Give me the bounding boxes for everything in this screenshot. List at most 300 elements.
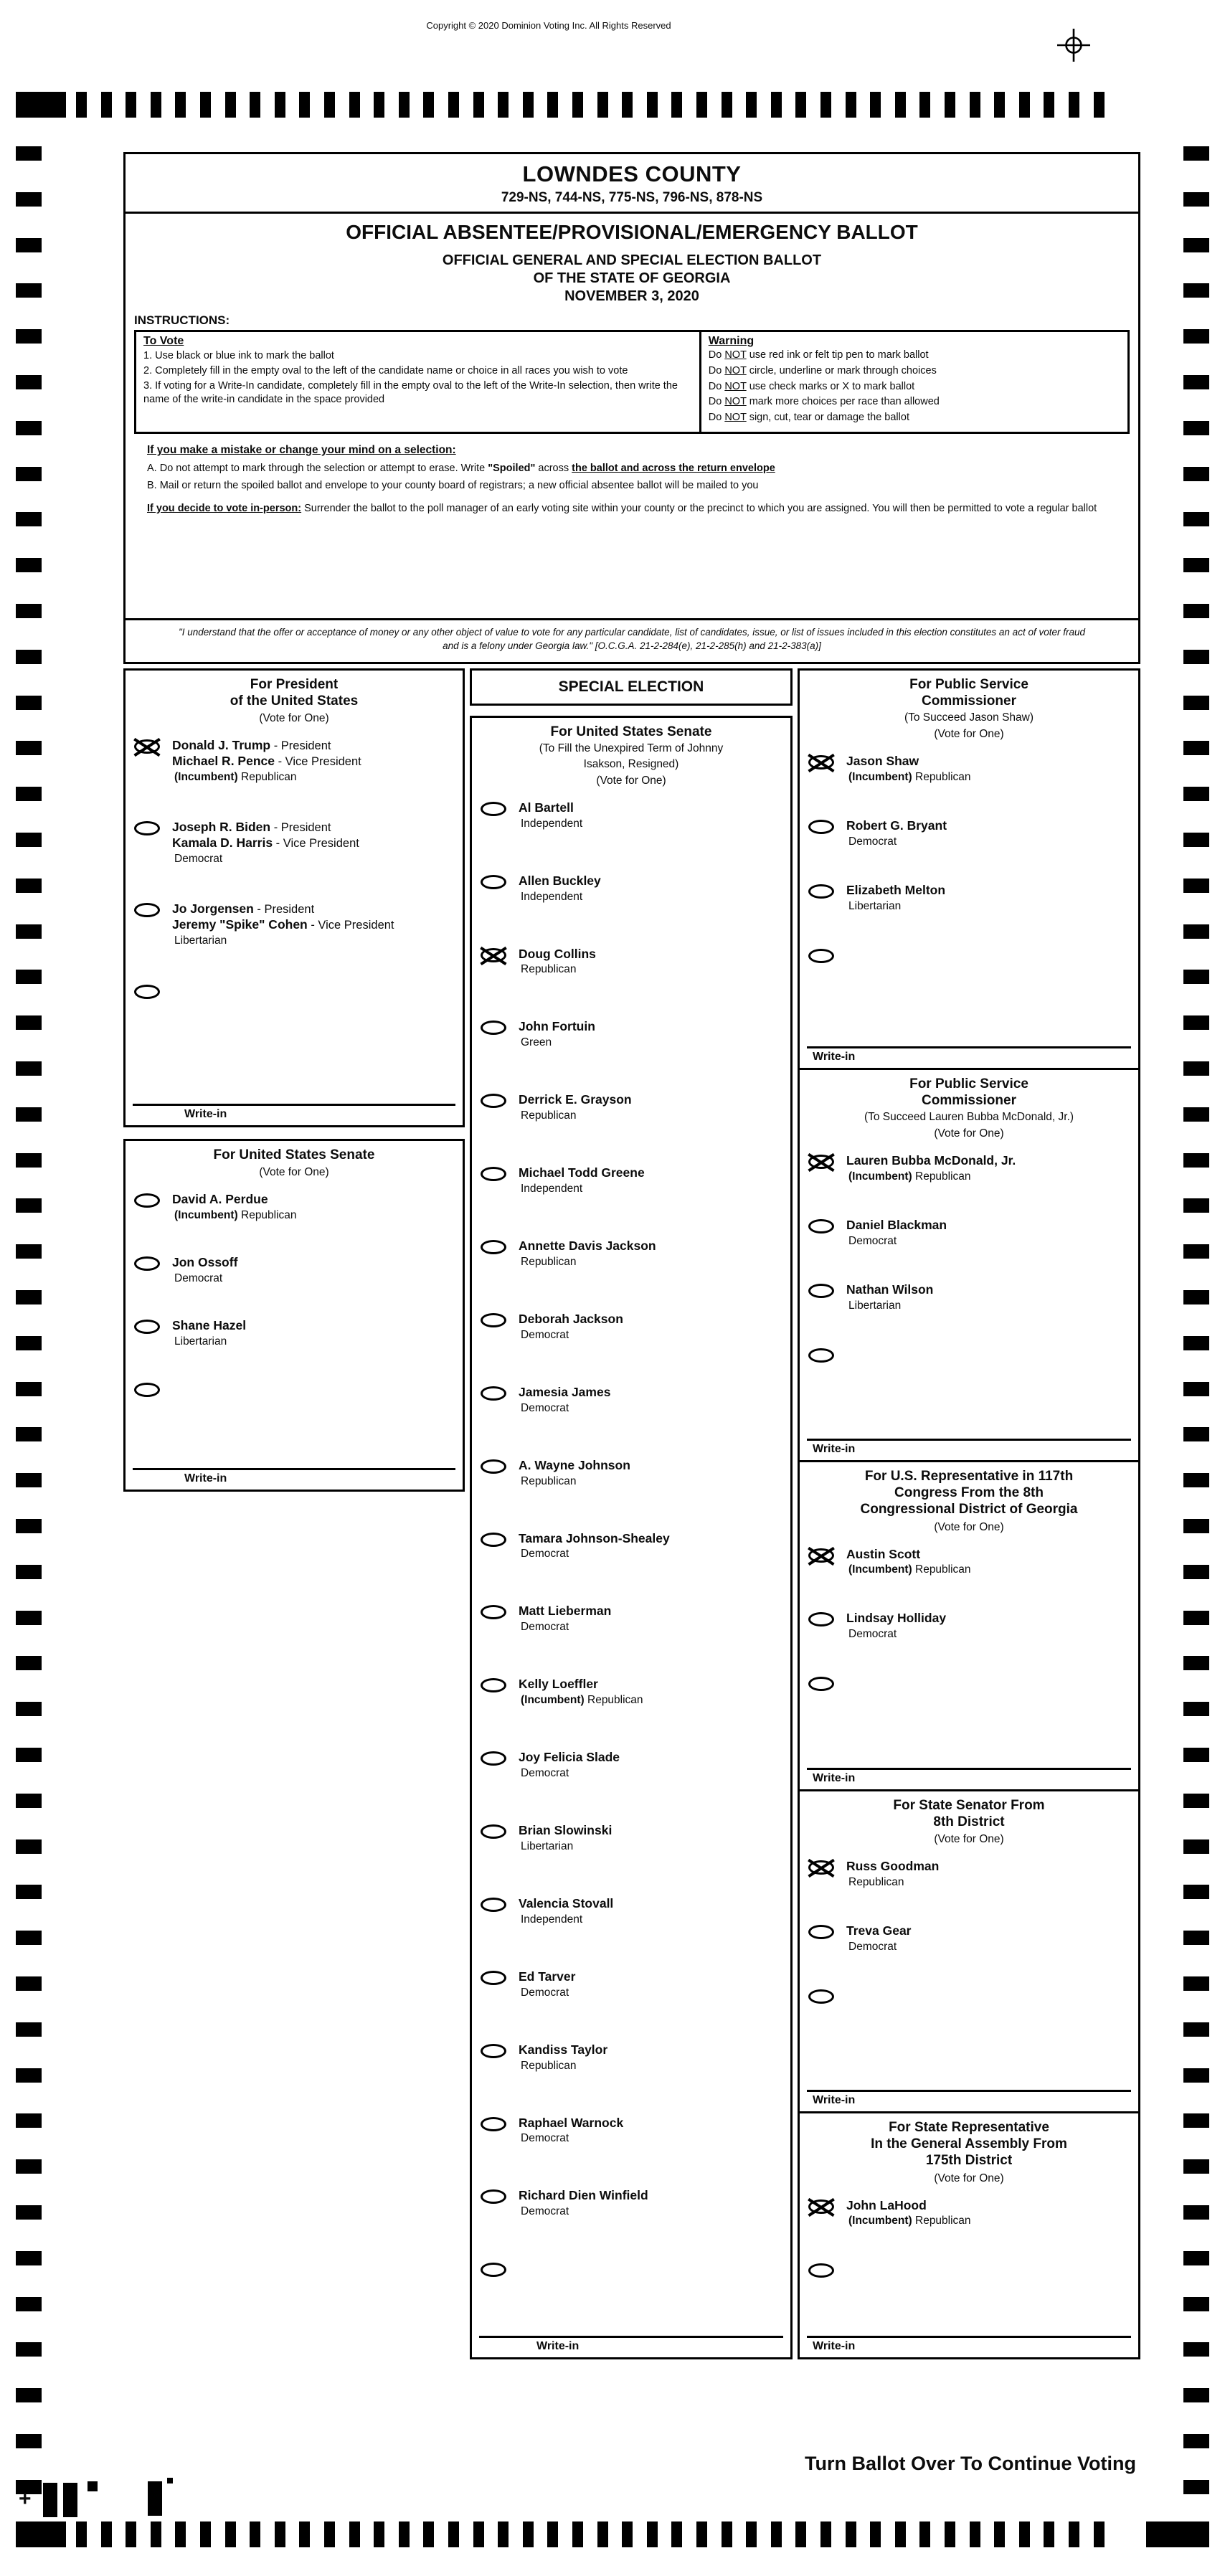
- vote-oval[interactable]: [481, 1167, 506, 1181]
- vote-oval-marked[interactable]: [134, 739, 160, 754]
- candidate-party: Democrat: [521, 2205, 569, 2218]
- contest-state-senator-8th: [798, 1789, 1140, 2113]
- vote-oval[interactable]: [481, 1459, 506, 1474]
- timing-mark: [622, 2521, 633, 2547]
- vote-oval[interactable]: [134, 1320, 160, 1334]
- timing-mark: [151, 2521, 161, 2547]
- write-in-oval[interactable]: [808, 949, 834, 963]
- candidate-list: [126, 728, 463, 998]
- timing-mark: [16, 1839, 42, 1854]
- candidate-name: Joy Felicia Slade: [519, 1750, 620, 1765]
- timing-mark: [622, 92, 633, 118]
- candidate-info: [519, 1312, 623, 1342]
- write-in-label: Write-in: [813, 2340, 856, 2352]
- timing-mark: [1183, 1839, 1209, 1854]
- timing-mark: [126, 92, 136, 118]
- candidate-party: Democrat: [848, 835, 897, 848]
- to-vote-item: 1. Use black or blue ink to mark the ballot: [143, 350, 334, 361]
- timing-mark: [250, 92, 260, 118]
- vote-oval-marked[interactable]: [481, 948, 506, 962]
- vote-oval[interactable]: [481, 1386, 506, 1401]
- timing-mark: [846, 92, 856, 118]
- vote-oval[interactable]: [808, 1284, 834, 1298]
- candidate-name: Donald J. Trump - President: [172, 738, 331, 753]
- candidate-party: Libertarian: [521, 1839, 574, 1852]
- contest-title: For Public Service: [909, 677, 1028, 692]
- candidate-info: [519, 1019, 595, 1049]
- contest-header: [800, 1070, 1138, 1143]
- vote-oval[interactable]: [134, 903, 160, 917]
- timing-mark: [324, 2521, 335, 2547]
- contest-title: In the General Assembly From: [871, 2136, 1067, 2152]
- timing-mark: [101, 2521, 112, 2547]
- write-in-oval-row: [808, 1988, 1132, 2004]
- candidate-row: [134, 820, 457, 866]
- vote-oval[interactable]: [134, 1193, 160, 1208]
- write-in-section: [800, 1768, 1138, 1789]
- candidate-list: [800, 1849, 1138, 2004]
- candidate-info: [846, 1282, 933, 1312]
- write-in-section: [800, 1046, 1138, 1068]
- precinct-codes: 729-NS, 744-NS, 775-NS, 796-NS, 878-NS: [501, 190, 763, 205]
- candidate-row: [134, 1192, 457, 1222]
- timing-mark: [448, 92, 459, 118]
- write-in-oval[interactable]: [808, 1677, 834, 1691]
- vote-oval[interactable]: [134, 821, 160, 835]
- timing-mark: [16, 1976, 42, 1991]
- timing-mark: [795, 2521, 806, 2547]
- write-in-section: [472, 2336, 790, 2357]
- vote-oval[interactable]: [481, 1094, 506, 1108]
- timing-mark: [1183, 238, 1209, 252]
- timing-mark: [895, 2521, 906, 2547]
- timing-mark: [16, 1702, 42, 1716]
- timing-mark: [16, 2022, 42, 2037]
- candidate-row: [481, 1896, 785, 1926]
- timing-mark: [597, 2521, 608, 2547]
- candidate-name: Kandiss Taylor: [519, 2042, 608, 2057]
- timing-mark: [349, 2521, 360, 2547]
- timing-mark: [448, 2521, 459, 2547]
- timing-mark: [16, 329, 42, 344]
- to-vote-item: 3. If voting for a Write-In candidate, completely fill in the empty oval to the left of the Write-In selection, then write the name of the write-in candidate in the space provided: [143, 380, 678, 406]
- timing-mark: [16, 833, 42, 847]
- timing-mark: [696, 2521, 707, 2547]
- write-in-line[interactable]: [479, 2336, 783, 2338]
- timing-mark: [16, 375, 42, 389]
- election-title-line1: OFFICIAL GENERAL AND SPECIAL ELECTION BALLOT: [442, 252, 822, 268]
- candidate-row: [481, 1458, 785, 1488]
- vote-oval-marked[interactable]: [808, 1860, 834, 1875]
- timing-mark: [945, 92, 955, 118]
- candidate-party: (Incumbent) Republican: [848, 2215, 971, 2227]
- contest-title: For United States Senate: [213, 1147, 375, 1162]
- timing-mark: [1183, 1290, 1209, 1304]
- write-in-section: [126, 1468, 463, 1490]
- candidate-name: Kamala D. Harris - Vice President: [172, 835, 359, 850]
- candidate-name: Annette Davis Jackson: [519, 1239, 656, 1254]
- contest-title: For U.S. Representative in 117th: [864, 1469, 1074, 1484]
- fraud-disclaimer: "I understand that the offer or acceptance of money or any other object of value to vote for any particular candidate, list of candidates, issue, or list of issues included in this election constitutes an act of voter fraud and is a felony under Georgia law." [O.C.G.A. 21-2-284(e), 21-2-285(h) and 21-2-383(a)]: [126, 618, 1138, 662]
- contest-state-rep-175th: [798, 2111, 1140, 2359]
- candidate-info: [172, 1318, 246, 1348]
- timing-mark: [1183, 2342, 1209, 2357]
- candidate-party: Democrat: [521, 1548, 569, 1561]
- candidate-name: Valencia Stovall: [519, 1895, 614, 1910]
- vote-oval[interactable]: [481, 1971, 506, 1985]
- timing-mark: [1183, 146, 1209, 161]
- vote-oval[interactable]: [481, 802, 506, 816]
- candidate-info: [519, 1823, 612, 1853]
- candidate-name: Brian Slowinski: [519, 1823, 612, 1838]
- timing-mark: [671, 2521, 682, 2547]
- timing-mark: [547, 2521, 558, 2547]
- contest-subtitle: Isakson, Resigned): [583, 758, 679, 770]
- vote-oval[interactable]: [481, 1824, 506, 1839]
- timing-mark: [523, 92, 534, 118]
- write-in-line[interactable]: [807, 1046, 1131, 1048]
- timing-mark: [16, 924, 42, 939]
- timing-mark: [16, 650, 42, 664]
- candidate-row: [481, 1092, 785, 1122]
- timing-mark: [1183, 421, 1209, 435]
- candidate-info: [172, 738, 361, 784]
- plus-fiducial: +: [19, 2487, 32, 2511]
- candidate-party: (Incumbent) Republican: [848, 1563, 971, 1576]
- candidate-info: [846, 1153, 1016, 1183]
- candidate-party: Democrat: [521, 1401, 569, 1414]
- contest-title: For President: [250, 677, 339, 692]
- candidate-name: Doug Collins: [519, 946, 596, 961]
- write-in-oval-row: [808, 1675, 1132, 1691]
- vote-oval-marked[interactable]: [808, 755, 834, 770]
- timing-mark: [16, 2159, 42, 2174]
- vote-oval[interactable]: [808, 820, 834, 834]
- warning-item: Do NOT use check marks or X to mark ballot: [708, 380, 915, 392]
- candidate-info: [519, 2188, 648, 2218]
- timing-mark: [1183, 2113, 1209, 2128]
- timing-mark: [771, 2521, 782, 2547]
- vote-oval[interactable]: [481, 1898, 506, 1912]
- candidate-row: [134, 1318, 457, 1348]
- vote-oval[interactable]: [481, 2044, 506, 2058]
- candidate-name: Russ Goodman: [846, 1859, 940, 1874]
- timing-mark: [63, 2483, 77, 2517]
- candidate-row: [481, 947, 785, 977]
- write-in-label: Write-in: [813, 1443, 856, 1455]
- ballot-header-box: [123, 152, 1140, 664]
- write-in-oval-row: [481, 2261, 785, 2277]
- write-in-section: [800, 2090, 1138, 2111]
- timing-mark: [16, 1153, 42, 1168]
- vote-for-instruction: (Vote for One): [259, 1166, 329, 1179]
- candidate-party: Republican: [521, 963, 577, 976]
- vote-for-instruction: (Vote for One): [934, 1127, 1004, 1140]
- timing-mark: [16, 283, 42, 298]
- candidate-name: David A. Perdue: [172, 1192, 268, 1207]
- vote-oval-marked[interactable]: [808, 2199, 834, 2214]
- candidate-info: [519, 1604, 611, 1634]
- candidate-name: A. Wayne Johnson: [519, 1457, 630, 1472]
- candidate-name: Derrick E. Grayson: [519, 1092, 632, 1107]
- write-in-line[interactable]: [807, 2090, 1131, 2092]
- write-in-oval[interactable]: [808, 1348, 834, 1363]
- write-in-oval-row: [134, 983, 457, 999]
- vote-oval[interactable]: [481, 2117, 506, 2131]
- timing-mark: [16, 146, 42, 161]
- write-in-line[interactable]: [807, 2336, 1131, 2338]
- timing-mark: [16, 879, 42, 893]
- write-in-line[interactable]: [133, 1104, 455, 1106]
- vote-oval-marked[interactable]: [808, 1155, 834, 1169]
- candidate-name: John LaHood: [846, 2197, 927, 2212]
- contest-header: [126, 671, 463, 728]
- timing-mark: [349, 92, 360, 118]
- candidate-row: [134, 901, 457, 947]
- candidate-name: Lauren Bubba McDonald, Jr.: [846, 1153, 1016, 1168]
- timing-mark: [1183, 2480, 1209, 2494]
- timing-mark: [870, 92, 881, 118]
- timing-mark: [16, 1611, 42, 1625]
- timing-mark: [16, 512, 42, 526]
- timing-mark: [88, 2481, 98, 2491]
- timing-mark: [374, 92, 384, 118]
- timing-mark: [1183, 2022, 1209, 2037]
- contest-title: 8th District: [933, 1814, 1005, 1830]
- vote-oval[interactable]: [481, 1605, 506, 1619]
- timing-mark: [1183, 696, 1209, 710]
- vote-oval[interactable]: [481, 1313, 506, 1327]
- mistake-line-a: A. Do not attempt to mark through the selection or attempt to erase. Write "Spoiled" across the ballot and across the return envelope: [147, 462, 775, 474]
- timing-mark: [746, 92, 757, 118]
- contest-area: [123, 668, 1140, 2359]
- vote-oval[interactable]: [481, 1678, 506, 1692]
- write-in-line[interactable]: [133, 1468, 455, 1470]
- timing-mark: [1183, 2205, 1209, 2220]
- vote-oval[interactable]: [808, 884, 834, 899]
- candidate-row: [808, 883, 1132, 913]
- vote-oval[interactable]: [481, 1021, 506, 1035]
- candidate-name: Matt Lieberman: [519, 1604, 612, 1619]
- timing-mark: [16, 1198, 42, 1213]
- timing-mark: [16, 1885, 42, 1899]
- timing-mark: [16, 2521, 66, 2547]
- mistake-instructions: [138, 444, 1125, 514]
- timing-mark: [16, 1473, 42, 1487]
- candidate-info: [846, 1923, 911, 1954]
- candidate-row: [481, 1165, 785, 1195]
- contest-title: Congressional District of Georgia: [860, 1502, 1078, 1517]
- timing-mark: [1183, 970, 1209, 984]
- candidate-info: [519, 2042, 607, 2073]
- timing-mark: [1069, 92, 1079, 118]
- candidate-row: [808, 818, 1132, 848]
- write-in-oval[interactable]: [134, 985, 160, 999]
- timing-mark: [175, 92, 186, 118]
- candidate-party: Democrat: [848, 1234, 897, 1247]
- candidate-row: [808, 1859, 1132, 1889]
- timing-mark: [1183, 1611, 1209, 1625]
- timing-mark: [16, 421, 42, 435]
- candidate-party: Democrat: [174, 852, 223, 865]
- contest-psc-shaw: [798, 668, 1140, 1070]
- timing-mark: [523, 2521, 534, 2547]
- candidate-party: Democrat: [521, 1621, 569, 1634]
- candidate-name: Tamara Johnson-Shealey: [519, 1530, 670, 1545]
- timing-mark: [1044, 92, 1054, 118]
- write-in-oval[interactable]: [808, 1989, 834, 2004]
- candidate-list: [800, 1143, 1138, 1363]
- contest-header: [126, 1141, 463, 1182]
- timing-mark: [76, 92, 87, 118]
- candidate-name: Jason Shaw: [846, 754, 919, 769]
- write-in-line[interactable]: [807, 1439, 1131, 1441]
- mistake-heading: If you make a mistake or change your mind on a selection:: [147, 443, 456, 456]
- candidate-row: [481, 1312, 785, 1342]
- candidate-party: (Incumbent) Republican: [848, 1170, 971, 1183]
- candidate-party: Republican: [521, 1109, 577, 1122]
- contest-us-rep-8th: [798, 1460, 1140, 1791]
- timing-mark: [16, 1748, 42, 1762]
- vote-for-instruction: (Vote for One): [259, 712, 329, 725]
- vote-oval[interactable]: [481, 1751, 506, 1766]
- write-in-oval[interactable]: [808, 2263, 834, 2278]
- timing-mark: [200, 92, 211, 118]
- candidate-party: Republican: [848, 1876, 904, 1889]
- candidate-info: [846, 1218, 947, 1248]
- timing-mark: [299, 2521, 310, 2547]
- timing-mark: [1183, 2297, 1209, 2311]
- timing-mark: [647, 2521, 658, 2547]
- timing-mark: [423, 92, 434, 118]
- timing-mark: [1183, 1198, 1209, 1213]
- timing-mark: [795, 92, 806, 118]
- write-in-oval[interactable]: [134, 1383, 160, 1397]
- candidate-name: Jamesia James: [519, 1384, 611, 1399]
- vote-oval[interactable]: [808, 1612, 834, 1626]
- vote-oval[interactable]: [481, 1533, 506, 1547]
- write-in-label: Write-in: [184, 1472, 227, 1484]
- timing-mark: [1044, 2521, 1054, 2547]
- candidate-row: [481, 873, 785, 904]
- copyright-notice: Copyright © 2020 Dominion Voting Inc. All Rights Reserved: [426, 20, 671, 31]
- timing-mark: [1183, 1931, 1209, 1945]
- vote-oval[interactable]: [481, 2189, 506, 2204]
- candidate-info: [519, 1969, 575, 1999]
- write-in-label: Write-in: [813, 1772, 856, 1784]
- candidate-row: [481, 800, 785, 830]
- timing-mark: [374, 2521, 384, 2547]
- timing-mark: [1146, 2521, 1209, 2547]
- timing-mark: [324, 92, 335, 118]
- timing-mark: [16, 1427, 42, 1441]
- timing-mark: [16, 1290, 42, 1304]
- timing-mark: [16, 1382, 42, 1396]
- vote-oval[interactable]: [808, 1925, 834, 1939]
- candidate-name: Robert G. Bryant: [846, 818, 947, 833]
- timing-mark: [1183, 604, 1209, 618]
- write-in-label: Write-in: [184, 1108, 227, 1120]
- to-vote-list: [143, 349, 692, 407]
- timing-mark: [1183, 1656, 1209, 1670]
- timing-mark: [870, 2521, 881, 2547]
- candidate-info: [172, 820, 359, 866]
- contest-header: [800, 1791, 1138, 1849]
- timing-mark: [1183, 283, 1209, 298]
- timing-mark: [722, 92, 732, 118]
- timing-mark: [1183, 1519, 1209, 1533]
- candidate-list: [472, 790, 790, 2278]
- timing-mark: [16, 2388, 42, 2402]
- timing-mark: [16, 2205, 42, 2220]
- timing-mark: [1183, 1885, 1209, 1899]
- vote-oval[interactable]: [808, 1219, 834, 1233]
- contest-subtitle: (To Fill the Unexpired Term of Johnny: [539, 742, 724, 755]
- contest-us-senate: [123, 1139, 465, 1492]
- candidate-info: [519, 1092, 632, 1122]
- contest-title: Congress From the 8th: [894, 1485, 1044, 1501]
- header-divider: [126, 212, 1138, 214]
- timing-mark: [1183, 1153, 1209, 1168]
- candidate-party: Libertarian: [174, 934, 227, 947]
- candidate-party: Libertarian: [848, 1299, 902, 1312]
- candidate-name: Michael R. Pence - Vice President: [172, 754, 361, 769]
- candidate-info: [519, 1385, 610, 1415]
- write-in-oval-row: [808, 947, 1132, 963]
- candidate-party: Democrat: [521, 1767, 569, 1780]
- candidate-row: [808, 1611, 1132, 1641]
- timing-mark: [1183, 2159, 1209, 2174]
- candidate-info: [519, 800, 582, 830]
- contest-subtitle: (To Succeed Jason Shaw): [904, 711, 1034, 724]
- write-in-oval-row: [808, 1347, 1132, 1363]
- timing-mark: [16, 2297, 42, 2311]
- candidate-party: Democrat: [848, 1628, 897, 1641]
- warning-cell: [701, 332, 1127, 432]
- timing-mark: [1183, 192, 1209, 207]
- timing-mark: [722, 2521, 732, 2547]
- candidate-row: [808, 1547, 1132, 1577]
- vote-oval[interactable]: [481, 875, 506, 889]
- candidate-row: [808, 1153, 1132, 1183]
- timing-mark: [16, 2434, 42, 2448]
- candidate-row: [481, 2188, 785, 2218]
- candidate-list: [800, 744, 1138, 963]
- timing-mark: [994, 92, 1005, 118]
- vote-oval-marked[interactable]: [808, 1548, 834, 1563]
- timing-mark: [1183, 1702, 1209, 1716]
- write-in-line[interactable]: [807, 1768, 1131, 1770]
- candidate-row: [481, 2042, 785, 2073]
- candidate-info: [519, 1531, 670, 1561]
- contest-title: For State Senator From: [893, 1798, 1045, 1813]
- vote-for-instruction: (Vote for One): [934, 728, 1004, 741]
- timing-mark: [746, 2521, 757, 2547]
- timing-mark: [16, 238, 42, 252]
- candidate-name: Jeremy "Spike" Cohen - Vice President: [172, 917, 394, 932]
- timing-mark: [1183, 2068, 1209, 2083]
- warning-item: Do NOT sign, cut, tear or damage the ballot: [708, 412, 909, 423]
- write-in-oval[interactable]: [481, 2263, 506, 2277]
- candidate-info: [846, 883, 945, 913]
- vote-oval[interactable]: [134, 1256, 160, 1271]
- candidate-row: [481, 1969, 785, 1999]
- timing-mark: [1183, 1976, 1209, 1991]
- timing-mark: [1019, 2521, 1030, 2547]
- vote-oval[interactable]: [481, 1240, 506, 1254]
- timing-mark: [1183, 2388, 1209, 2402]
- ballot-column-1: [123, 668, 465, 2359]
